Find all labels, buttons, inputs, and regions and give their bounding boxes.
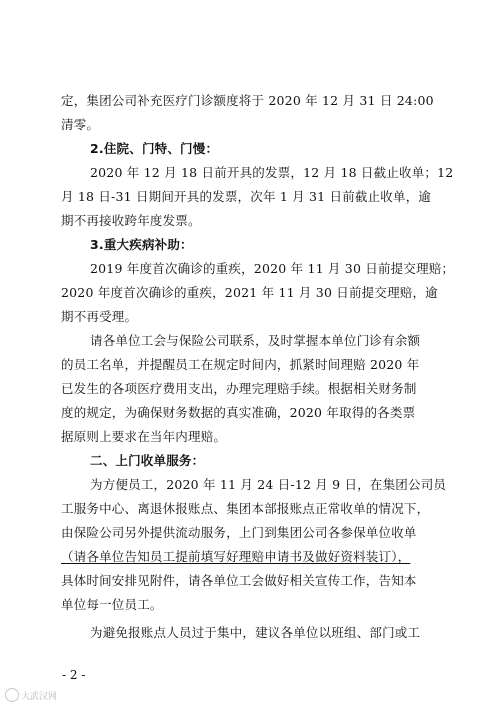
section-heading: 二、上门收单服务： bbox=[90, 453, 205, 468]
paragraph-line: 定，集团公司补充医疗门诊额度将于 2020 年 12 月 31 日 24:00 bbox=[61, 93, 434, 108]
paragraph-line: 单位每一位员工。 bbox=[61, 597, 163, 612]
paragraph-line: 2020 年度首次确诊的重疾，2021 年 11 月 30 日前提交理赔，逾 bbox=[61, 285, 438, 300]
paragraph-line: 期不再受理。 bbox=[61, 309, 138, 324]
paragraph-line: 由保险公司另外提供流动服务，上门到集团公司各参保单位收单 bbox=[61, 525, 417, 540]
paragraph-line: 为避免报账点人员过于集中，建议各单位以班组、部门或工 bbox=[90, 625, 421, 640]
paragraph-line: 请各单位工会与保险公司联系，及时掌握本单位门诊有余额 bbox=[90, 333, 421, 348]
paragraph-line: 的员工名单，并提醒员工在规定时间内，抓紧时间理赔 2020 年 bbox=[61, 357, 420, 372]
paragraph-line: 月 18 日-31 日期间开具的发票，次年 1 月 31 日前截止收单，逾 bbox=[61, 189, 432, 204]
paragraph-line: 清零。 bbox=[61, 117, 100, 132]
paragraph-line: 度的规定，为确保财务数据的真实准确，2020 年取得的各类票 bbox=[61, 405, 416, 420]
paragraph-line: 据原则上要求在当年内理赔。 bbox=[61, 429, 227, 444]
paragraph-line: 2019 年度首次确诊的重疾，2020 年 11 月 30 日前提交理赔； bbox=[90, 261, 455, 276]
paragraph-line: 2020 年 12 月 18 日前开具的发票，12 月 18 日截止收单；12 bbox=[90, 165, 454, 180]
page-number: - 2 - bbox=[62, 668, 86, 682]
paragraph-line: 已发生的各项医疗费用支出，办理完理赔手续。根据相关财务制 bbox=[61, 381, 417, 396]
underlined-line: （请各单位告知员工提前填写好理赔申请书及做好资料装订）， bbox=[61, 549, 411, 564]
paragraph-line: 期不再接收跨年度发票。 bbox=[61, 213, 201, 228]
watermark-text: 大武汉网 bbox=[21, 692, 58, 702]
section-heading: 2.住院、门特、门慢： bbox=[90, 141, 219, 156]
paragraph-line: 具体时间安排见附件，请各单位工会做好相关宣传工作，告知本 bbox=[61, 573, 417, 588]
paragraph-line: 为方便员工，2020 年 11 月 24 日-12 月 9 日，在集团公司员 bbox=[90, 477, 447, 492]
paragraph-line: 工服务中心、离退休报账点、集团本部报账点正常收单的情况下， bbox=[61, 501, 430, 516]
section-heading: 3.重大疾病补助： bbox=[90, 237, 193, 252]
watermark-logo-icon bbox=[5, 688, 19, 702]
